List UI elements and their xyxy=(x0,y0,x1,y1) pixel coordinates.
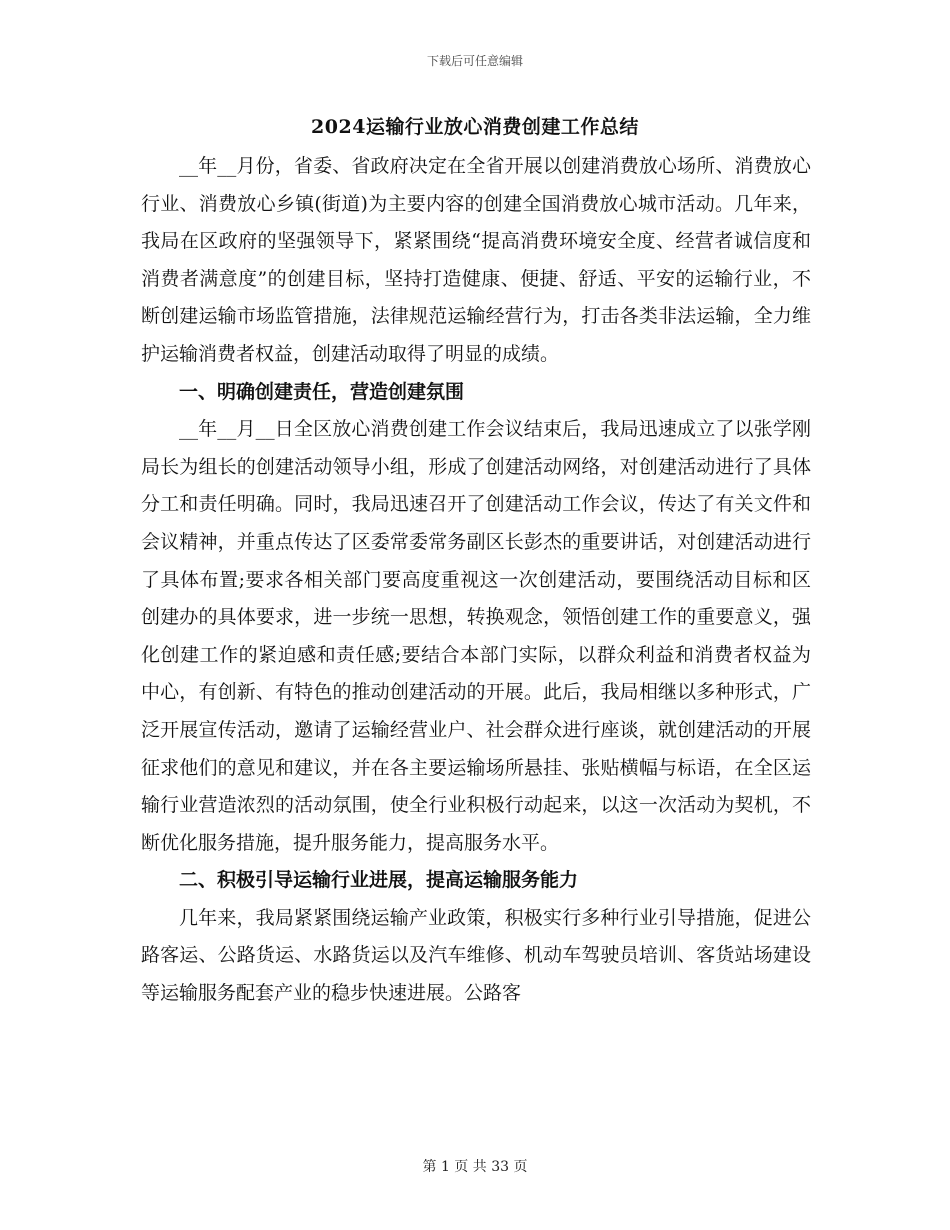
section-heading-1: 一、明确创建责任，营造创建氛围 xyxy=(179,380,465,403)
document-body xyxy=(141,148,811,1013)
page-header: 下载后可任意编辑 xyxy=(426,54,523,68)
section-heading-2: 二、积极引导运输行业进展，提高运输服务能力 xyxy=(179,869,579,892)
paragraph-section-2: 几年来，我局紧紧围绕运输产业政策，积极实行多种行业引导措施，促进公路客运、公路货运、水路货运以及汽车维修、机动车驾驶员培训、客货站场建设等运输服务配套产业的稳步快速进展。公路客 xyxy=(141,906,811,1005)
page-number: 第 1 页 共 33 页 xyxy=(422,1159,528,1175)
paragraph-section-1: __年__月__日全区放心消费创建工作会议结束后，我局迅速成立了以张学刚局长为组长的创建活动领导小组，形成了创建活动网络，对创建活动进行了具体分工和责任明确。同时，我局迅速召开了创建活动工作会议，传达了有关文件和会议精神，并重点传达了区委常委常务副区长彭杰的重要讲话，对创建活动进行了具体布置;要求各相关部门要高度重视这一次创建活动，要围绕活动目标和区创建办的具体要求，进一步统一思想，转换观念，领悟创建工作的重要意义，强化创建工作的紧迫感和责任感;要结合本部门实际，以群众利益和消费者权益为中心，有创新、有特色的推动创建活动的开展。此后，我局相继以多种形式，广泛开展宣传活动，邀请了运输经营业户、社会群众进行座谈，就创建活动的开展征求他们的意见和建议，并在各主要运输场所悬挂、张贴横幅与标语，在全区运输行业营造浓烈的活动氛围，使全行业积极行动起来，以这一次活动为契机，不断优化服务措施，提升服务能力，提高服务水平。 xyxy=(141,418,811,854)
paragraph-intro: __年__月份，省委、省政府决定在全省开展以创建消费放心场所、消费放心行业、消费放心乡镇(街道)为主要内容的创建全国消费放心城市活动。几年来，我局在区政府的坚强领导下，紧紧围绕“提高消费环境安全度、经营者诚信度和消费者满意度”的创建目标，坚持打造健康、便捷、舒适、平安的运输行业，不断创建运输市场监管措施，法律规范运输经营行为，打击各类非法运输，全力维护运输消费者权益，创建活动取得了明显的成绩。 xyxy=(141,155,811,365)
document-title: 2024运输行业放心消费创建工作总结 xyxy=(311,116,639,138)
